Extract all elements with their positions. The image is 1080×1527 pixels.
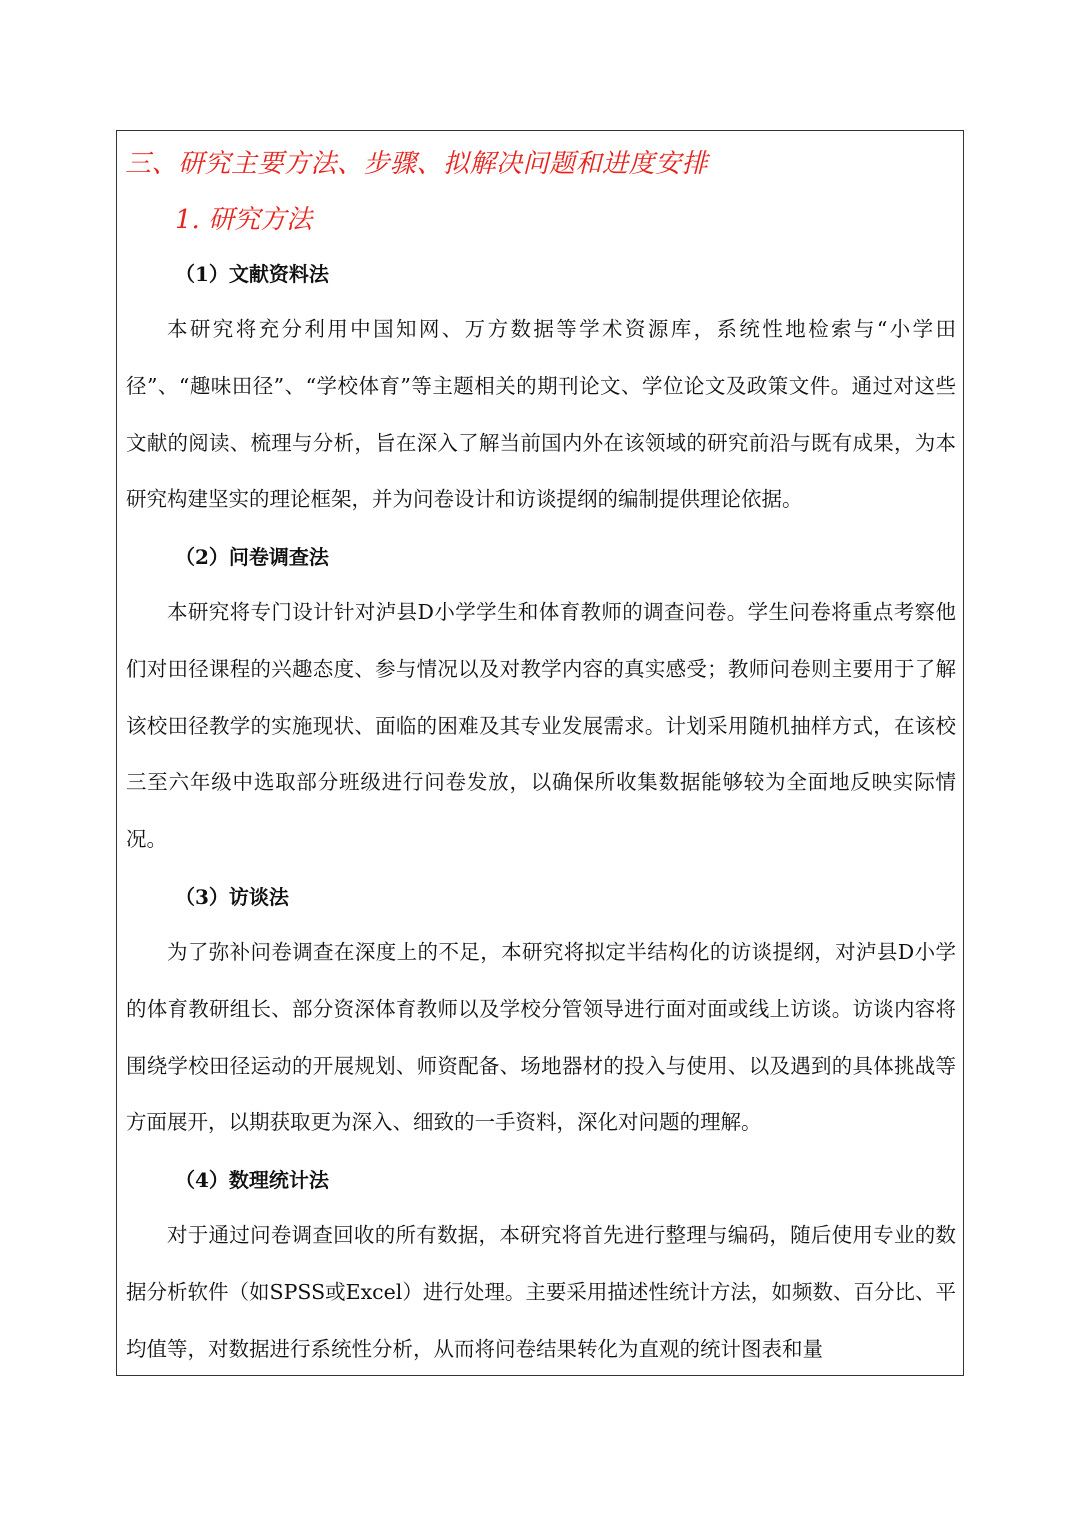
method-paragraph-questionnaire: 本研究将专门设计针对泸县D小学学生和体育教师的调查问卷。学生问卷将重点考察他们对田径课程的兴趣态度、参与情况以及对教学内容的真实感受；教师问卷则主要用于了解该校田径教学的实施现状、面临的困难及其专业发展需求。计划采用随机抽样方式，在该校三至六年级中选取部分班级进行问卷发放，以确保所收集数据能够较为全面地反映实际情况。 xyxy=(126,600,956,852)
content-table-cell xyxy=(116,130,964,1376)
method-paragraph-interview: 为了弥补问卷调查在深度上的不足，本研究将拟定半结构化的访谈提纲，对泸县D小学的体育教研组长、部分资深体育教师以及学校分管领导进行面对面或线上访谈。访谈内容将围绕学校田径运动的开展规划、师资配备、场地器材的投入与使用、以及遇到的具体挑战等方面展开，以期获取更为深入、细致的一手资料，深化对问题的理解。 xyxy=(126,940,956,1135)
method-paragraph-statistics: 对于通过问卷调查回收的所有数据，本研究将首先进行整理与编码，随后使用专业的数据分析软件（如SPSS或Excel）进行处理。主要采用描述性统计方法，如频数、百分比、平均值等，对数据进行系统性分析，从而将问卷结果转化为直观的统计图表和量 xyxy=(126,1223,956,1361)
method-title-questionnaire: （2）问卷调查法 xyxy=(175,545,329,569)
method-title-literature: （1）文献资料法 xyxy=(175,262,329,286)
method-paragraph-literature: 本研究将充分利用中国知网、万方数据等学术资源库，系统性地检索与“小学田径”、“趣味田径”、“学校体育”等主题相关的期刊论文、学位论文及政策文件。通过对这些文献的阅读、梳理与分析，旨在深入了解当前国内外在该领域的研究前沿与既有成果，为本研究构建坚实的理论框架，并为问卷设计和访谈提纲的编制提供理论依据。 xyxy=(126,317,956,512)
section-heading: 三、研究主要方法、步骤、拟解决问题和进度安排 xyxy=(125,149,709,179)
subsection-heading: 1. 研究方法 xyxy=(175,205,313,235)
method-title-interview: （3）访谈法 xyxy=(175,885,289,909)
method-title-statistics: （4）数理统计法 xyxy=(175,1168,329,1192)
